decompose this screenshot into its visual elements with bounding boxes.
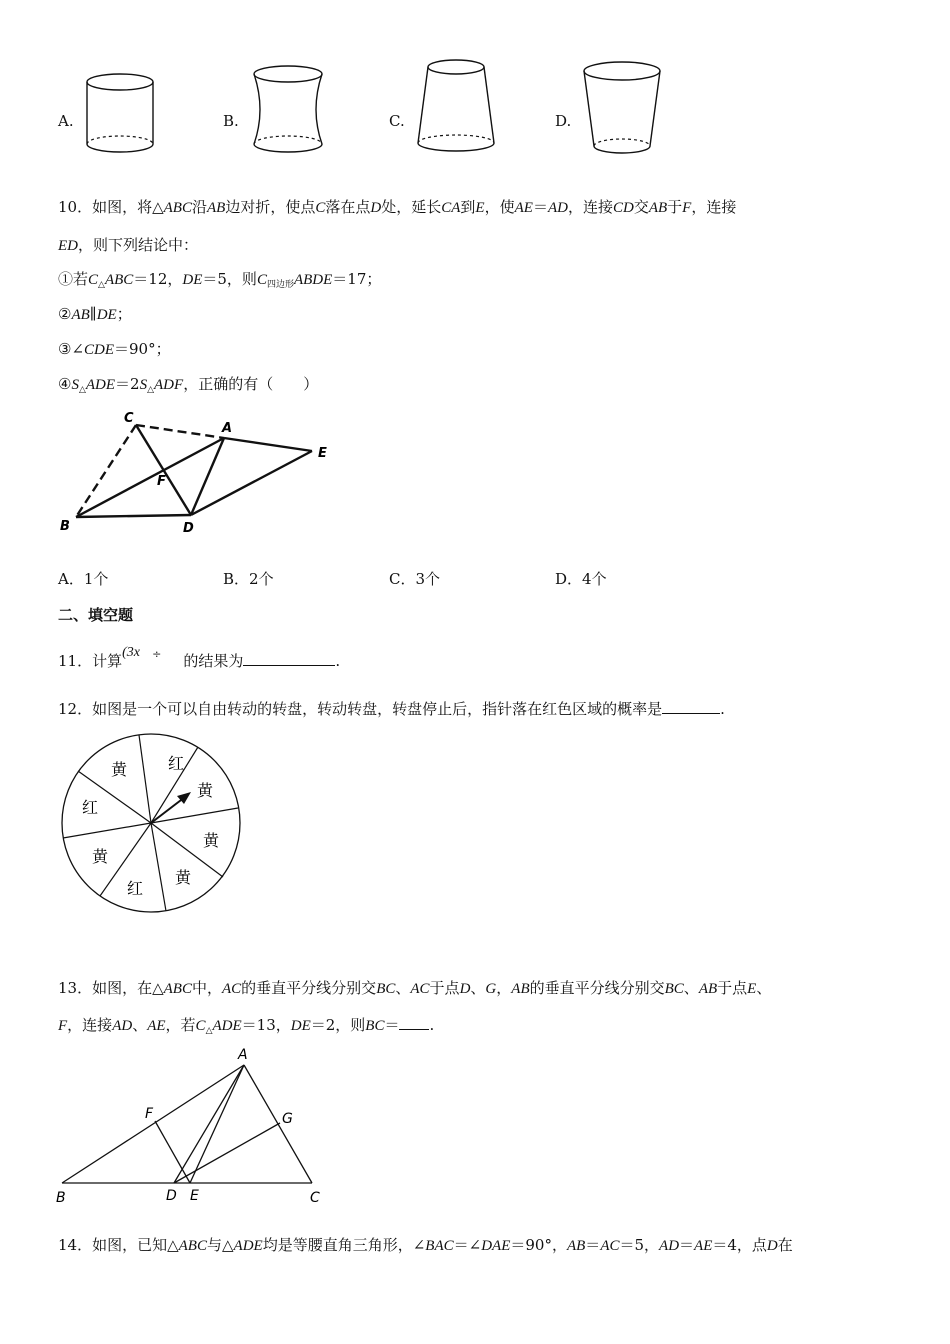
label-d: D bbox=[166, 1188, 177, 1204]
q10-stem-line2: ED，则下列结论中： bbox=[58, 236, 199, 254]
q13-stem-line2: F，连接AD、AE，若$C_\triangle ADE=13$，DE＝2，则BC＝ . bbox=[58, 1016, 435, 1036]
label-f: F bbox=[145, 1106, 154, 1122]
frustum-narrow-top-figure bbox=[414, 56, 498, 160]
segment-gd bbox=[174, 1123, 280, 1183]
sector-label: 红 bbox=[82, 798, 99, 817]
sector-label: 黄 bbox=[111, 760, 128, 779]
q9-option-c-label[interactable]: C. bbox=[389, 112, 405, 130]
q13-answer-blank[interactable] bbox=[399, 1017, 429, 1030]
label-c: C bbox=[124, 411, 134, 426]
sector-label: 黄 bbox=[203, 831, 220, 850]
label-g: G bbox=[282, 1111, 293, 1127]
label-b: B bbox=[60, 519, 70, 534]
q10-option-c[interactable]: C．3个 bbox=[389, 570, 441, 588]
q10-conclusion-3: ③∠CDE＝90°； bbox=[58, 340, 171, 358]
frustum-narrow-bottom-figure bbox=[580, 58, 664, 160]
label-e: E bbox=[190, 1188, 199, 1204]
q12-answer-blank[interactable] bbox=[662, 701, 720, 714]
label-d: D bbox=[183, 521, 194, 536]
q14-stem-line1: 14．如图，已知△ABC与△ADE均是等腰直角三角形，∠BAC＝∠DAE＝90°，AB＝AC＝5，AD＝AE＝4，点D在 bbox=[58, 1236, 793, 1254]
concave-cylinder-figure bbox=[250, 62, 328, 160]
q13-figure bbox=[54, 1044, 336, 1206]
q9-option-b-label[interactable]: B. bbox=[223, 112, 239, 130]
segment-ad bbox=[191, 438, 224, 515]
label-c: C bbox=[310, 1190, 320, 1206]
label-a: A bbox=[238, 1047, 248, 1063]
segment-de bbox=[191, 451, 312, 515]
segment-cd bbox=[136, 425, 191, 515]
q11-expression: (3x bbox=[122, 645, 140, 660]
q10-stem-line1: 10．如图，将△ABC沿AB边对折，使点C落在点D处，延长CA到E，使AE＝AD，连接CD交AB于F，连接 bbox=[58, 198, 737, 216]
q12-line: 12．如图是一个可以自由转动的转盘，转动转盘，转盘停止后，指针落在红色区域的概率是 . bbox=[58, 700, 725, 718]
sector-label: 红 bbox=[127, 879, 144, 898]
sector-label: 黄 bbox=[197, 781, 214, 800]
sector-label: 红 bbox=[168, 754, 185, 773]
q10-option-a[interactable]: A．1个 bbox=[58, 570, 109, 588]
label-b: B bbox=[56, 1190, 66, 1206]
segment-ca-dashed bbox=[136, 425, 224, 438]
q10-figure bbox=[56, 404, 346, 538]
q10-option-b[interactable]: B．2个 bbox=[223, 570, 274, 588]
segment-bd bbox=[76, 515, 191, 517]
segment-fe bbox=[155, 1121, 190, 1183]
label-f: F bbox=[157, 474, 166, 489]
section-title: 二、填空题 bbox=[58, 606, 134, 624]
sector-label: 黄 bbox=[175, 868, 192, 887]
segment-ad bbox=[174, 1065, 244, 1183]
segment-ae bbox=[224, 438, 312, 451]
q9-option-a-label[interactable]: A. bbox=[58, 112, 74, 130]
label-e: E bbox=[318, 446, 327, 461]
segment-cb-dashed bbox=[76, 425, 136, 517]
q11-answer-blank[interactable] bbox=[243, 653, 335, 666]
q10-conclusion-1: ①若$C_\triangle ABC=12$，DE＝5，则$C_{四边形}ABDE=17$； bbox=[58, 270, 382, 290]
q9-option-d-label[interactable]: D. bbox=[555, 112, 572, 130]
q11-line: 11．计算(3x ÷ 的结果为 . bbox=[58, 645, 341, 670]
q10-option-d[interactable]: D．4个 bbox=[555, 570, 607, 588]
q13-stem-line1: 13．如图，在△ABC中，AC的垂直平分线分别交BC、AC于点D、G，AB的垂直平分线分别交BC、AB于点E、 bbox=[58, 979, 772, 997]
sector-label: 黄 bbox=[92, 847, 109, 866]
spinner-wheel bbox=[60, 732, 244, 916]
cylinder-figure bbox=[84, 68, 158, 160]
q10-conclusion-2: ②AB∥DE； bbox=[58, 305, 132, 323]
q10-conclusion-4: $④S_\triangle ADE=2S_\triangle ADF$，正确的有（ ） bbox=[58, 375, 319, 395]
label-a: A bbox=[222, 421, 233, 436]
